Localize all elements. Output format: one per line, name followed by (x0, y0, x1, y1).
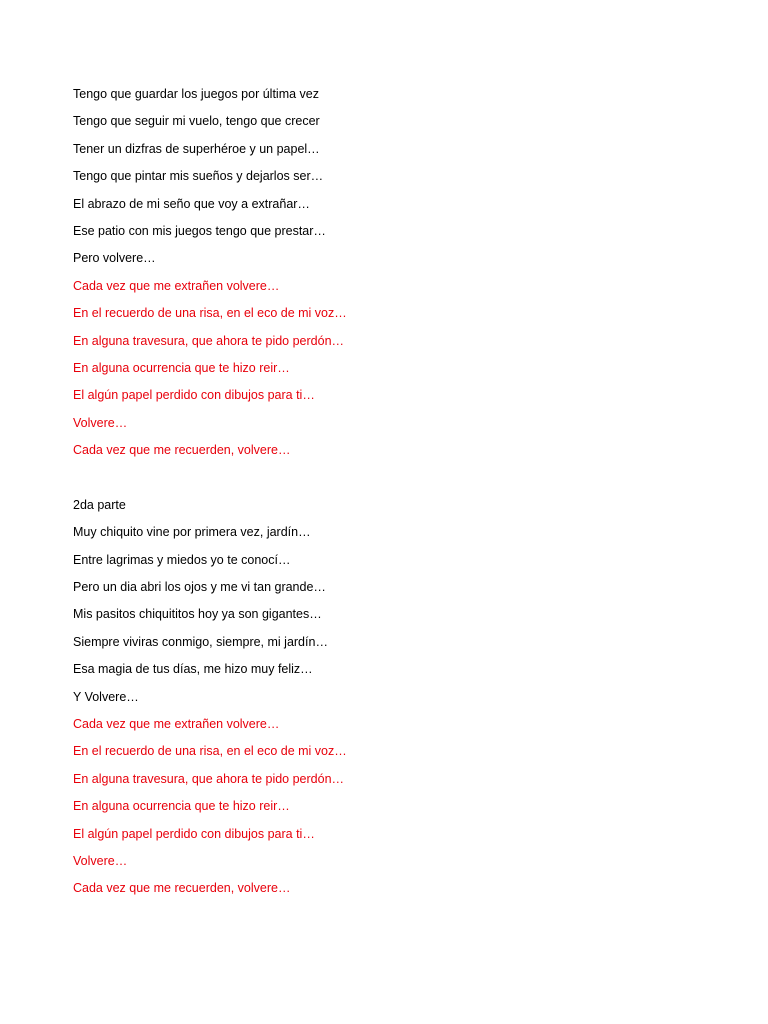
chorus-line: En alguna ocurrencia que te hizo reir… (73, 799, 290, 814)
section-heading: 2da parte (73, 497, 126, 512)
verse-line: Muy chiquito vine por primera vez, jardín… (73, 525, 311, 540)
verse-line: Esa magia de tus días, me hizo muy feliz… (73, 662, 313, 677)
verse-line: Mis pasitos chiquititos hoy ya son gigantes… (73, 607, 322, 622)
chorus-line: El algún papel perdido con dibujos para ti… (73, 388, 315, 403)
chorus-line: En alguna ocurrencia que te hizo reir… (73, 360, 290, 375)
chorus-line: Cada vez que me extrañen volvere… (73, 716, 280, 731)
verse-line: El abrazo de mi seño que voy a extrañar… (73, 196, 310, 211)
verse-line: Tengo que guardar los juegos por última vez (73, 87, 319, 101)
section-spacer (73, 467, 693, 494)
verse-line: Y Volvere… (73, 689, 139, 704)
chorus-line: El algún papel perdido con dibujos para ti… (73, 826, 315, 841)
verse-line: Tengo que seguir mi vuelo, tengo que crecer (73, 114, 320, 129)
chorus-line: Cada vez que me extrañen volvere… (73, 278, 280, 293)
verse-line: Tengo que pintar mis sueños y dejarlos ser… (73, 169, 324, 184)
verse-line: Ese patio con mis juegos tengo que prestar… (73, 223, 326, 238)
chorus-line: En el recuerdo de una risa, en el eco de mi voz… (73, 306, 347, 321)
lyrics-body (73, 84, 693, 906)
chorus-line: En alguna travesura, que ahora te pido perdón… (73, 771, 345, 786)
chorus-line: Cada vez que me recuerden, volvere… (73, 443, 291, 458)
chorus-line: Cada vez que me recuerden, volvere… (73, 881, 291, 896)
verse-line: Pero un dia abri los ojos y me vi tan grande… (73, 580, 326, 595)
verse-line: Siempre viviras conmigo, siempre, mi jardín… (73, 634, 328, 649)
chorus-line: En el recuerdo de una risa, en el eco de mi voz… (73, 744, 347, 759)
chorus-line: Volvere… (73, 853, 128, 868)
verse-line: Tener un dizfras de superhéroe y un papel… (73, 141, 320, 156)
chorus-line: Volvere… (73, 415, 128, 430)
verse-line: Entre lagrimas y miedos yo te conocí… (73, 552, 291, 567)
verse-line: Pero volvere… (73, 251, 156, 266)
chorus-line: En alguna travesura, que ahora te pido perdón… (73, 333, 345, 348)
